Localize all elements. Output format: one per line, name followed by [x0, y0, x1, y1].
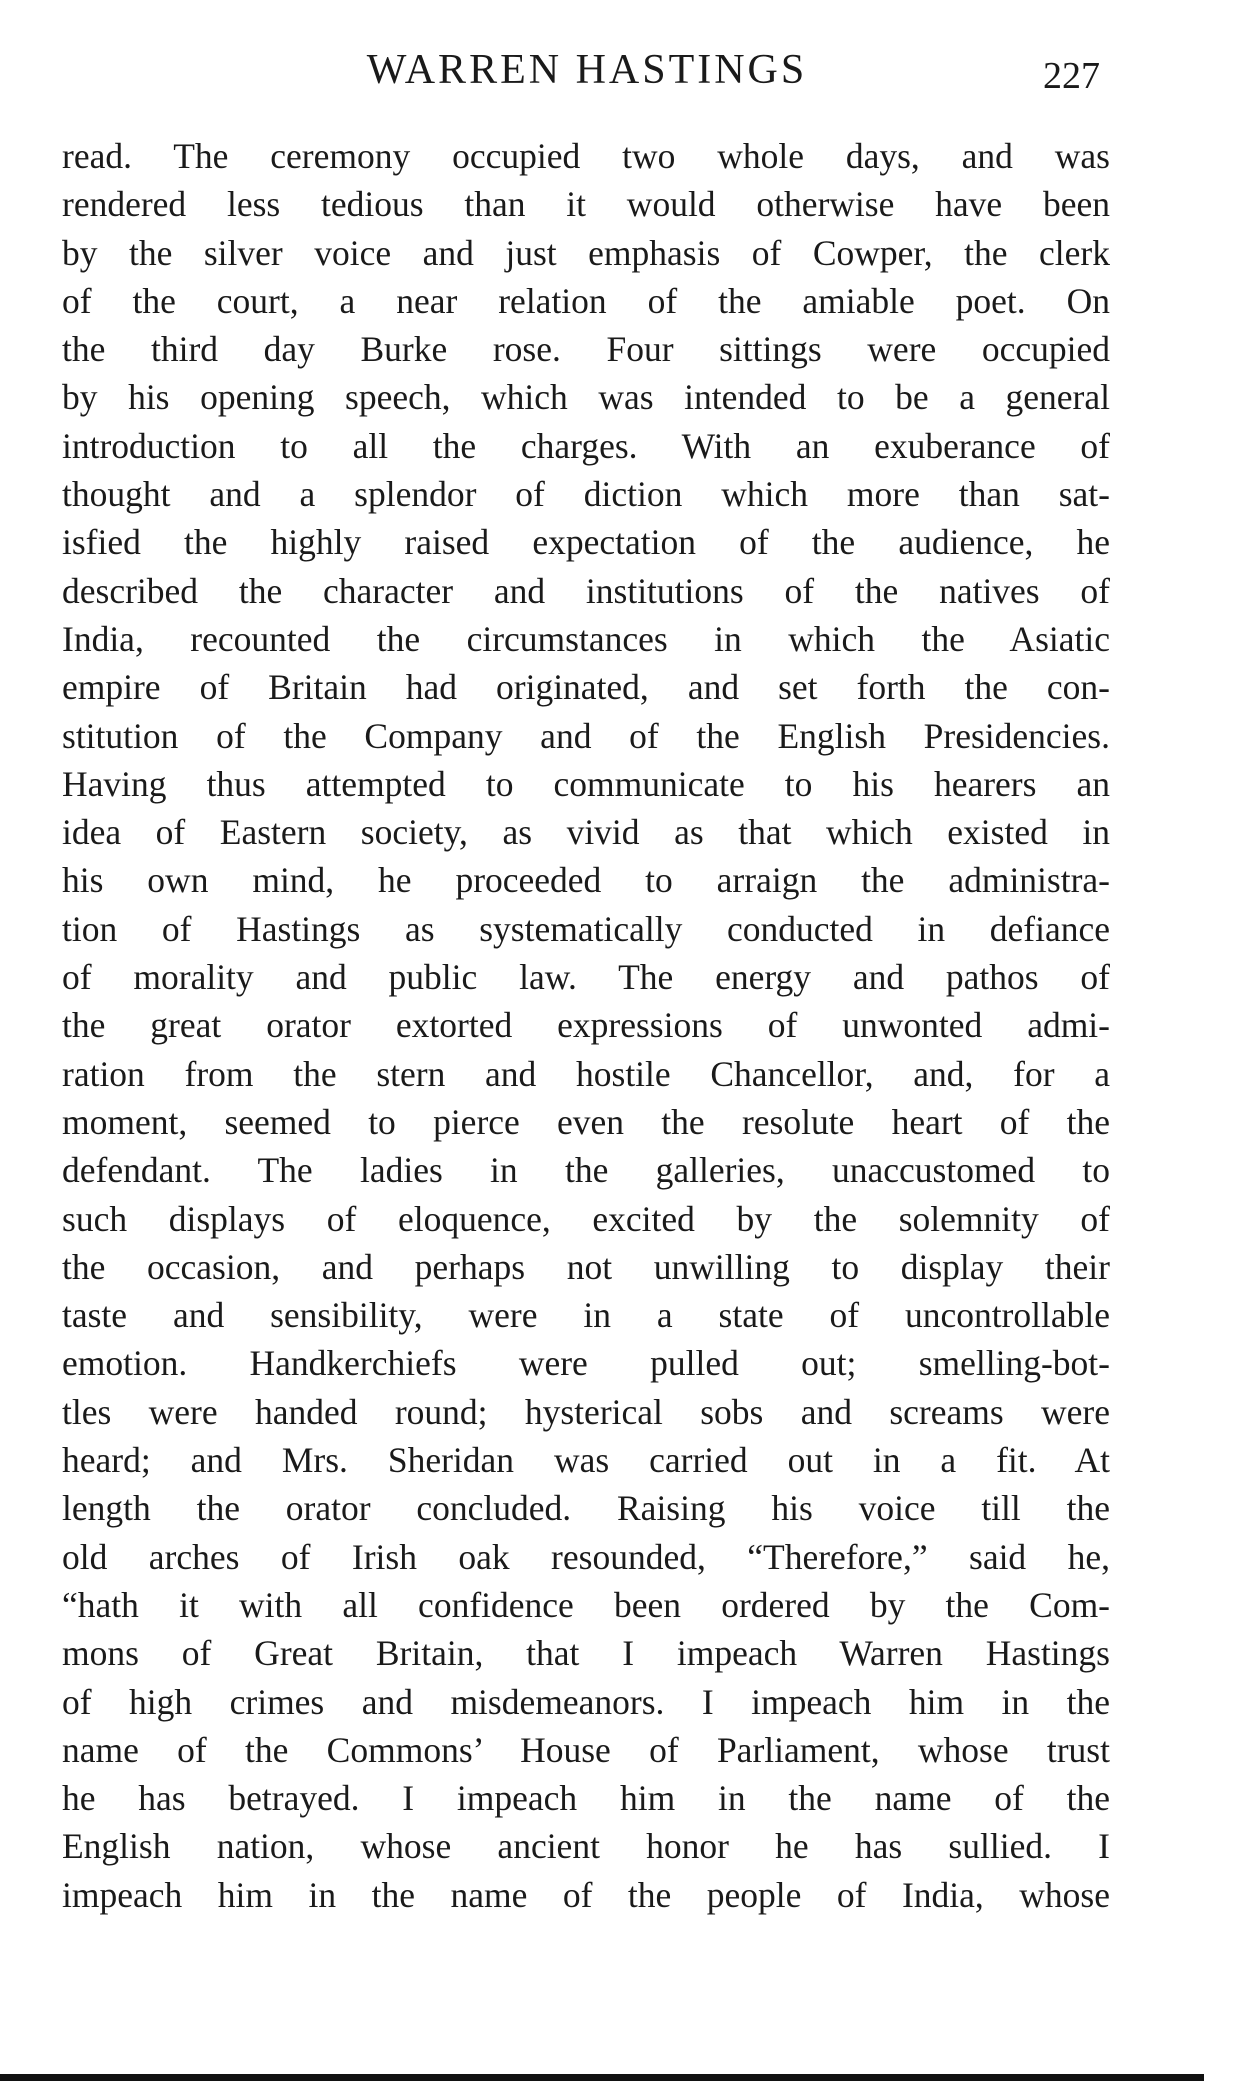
text-line: emotion. Handkerchiefs were pulled out; smelling-bot-	[62, 1343, 1110, 1384]
text-line: by his opening speech, which was intended to be a general	[62, 377, 1110, 418]
text-line: impeach him in the name of the people of India, whose	[62, 1874, 1110, 1915]
text-line: by the silver voice and just emphasis of Cowper, the clerk	[62, 232, 1110, 273]
text-line: moment, seemed to pierce even the resolute heart of the	[62, 1101, 1110, 1142]
text-line: his own mind, he proceeded to arraign the administra-	[62, 860, 1110, 901]
text-line: the third day Burke rose. Four sittings were occupied	[62, 329, 1110, 370]
text-line: described the character and institutions of the natives of	[62, 570, 1110, 611]
text-line: isfied the highly raised expectation of the audience, he	[62, 522, 1110, 563]
text-line: Having thus attempted to communicate to his hearers an	[62, 763, 1110, 804]
text-line: of high crimes and misdemeanors. I impeach him in the	[62, 1681, 1110, 1722]
text-line: India, recounted the circumstances in which the Asiatic	[62, 618, 1110, 659]
text-line: name of the Commons’ House of Parliament, whose trust	[62, 1729, 1110, 1770]
running-title: WARREN HASTINGS	[366, 47, 808, 93]
text-line: such displays of eloquence, excited by the solemnity of	[62, 1198, 1110, 1239]
text-line: the occasion, and perhaps not unwilling to display their	[62, 1246, 1110, 1287]
text-line: taste and sensibility, were in a state of uncontrollable	[62, 1295, 1110, 1336]
text-line: of the court, a near relation of the amiable poet. On	[62, 280, 1110, 321]
text-line: length the orator concluded. Raising his voice till the	[62, 1488, 1110, 1529]
text-line: read. The ceremony occupied two whole days, and was	[62, 136, 1110, 176]
text-line: the great orator extorted expressions of unwonted admi-	[62, 1005, 1110, 1046]
text-line: defendant. The ladies in the galleries, unaccustomed to	[62, 1150, 1110, 1191]
text-line: heard; and Mrs. Sheridan was carried out in a fit. At	[62, 1440, 1110, 1481]
page-number: 227	[1043, 55, 1100, 97]
text-line: thought and a splendor of diction which more than sat-	[62, 474, 1110, 515]
text-line: tion of Hastings as systematically conducted in defiance	[62, 908, 1110, 949]
page-header	[62, 40, 1112, 100]
text-line: old arches of Irish oak resounded, “Therefore,” said he,	[62, 1536, 1110, 1577]
body-text	[62, 132, 1110, 1919]
text-line: English nation, whose ancient honor he has sullied. I	[62, 1826, 1110, 1867]
text-line: empire of Britain had originated, and set forth the con-	[62, 667, 1110, 708]
text-line: stitution of the Company and of the English Presidencies.	[62, 715, 1110, 756]
text-line: idea of Eastern society, as vivid as that which existed in	[62, 812, 1110, 853]
text-line: rendered less tedious than it would otherwise have been	[62, 184, 1110, 225]
text-line: ration from the stern and hostile Chancellor, and, for a	[62, 1053, 1110, 1094]
text-line: tles were handed round; hysterical sobs and screams were	[62, 1391, 1110, 1432]
text-line: he has betrayed. I impeach him in the name of the	[62, 1778, 1110, 1819]
text-line: introduction to all the charges. With an exuberance of	[62, 425, 1110, 466]
text-line: of morality and public law. The energy and pathos of	[62, 957, 1110, 998]
text-line: “hath it with all confidence been ordered by the Com-	[62, 1584, 1110, 1625]
bottom-rule	[0, 2074, 1204, 2081]
text-line: mons of Great Britain, that I impeach Warren Hastings	[62, 1633, 1110, 1674]
